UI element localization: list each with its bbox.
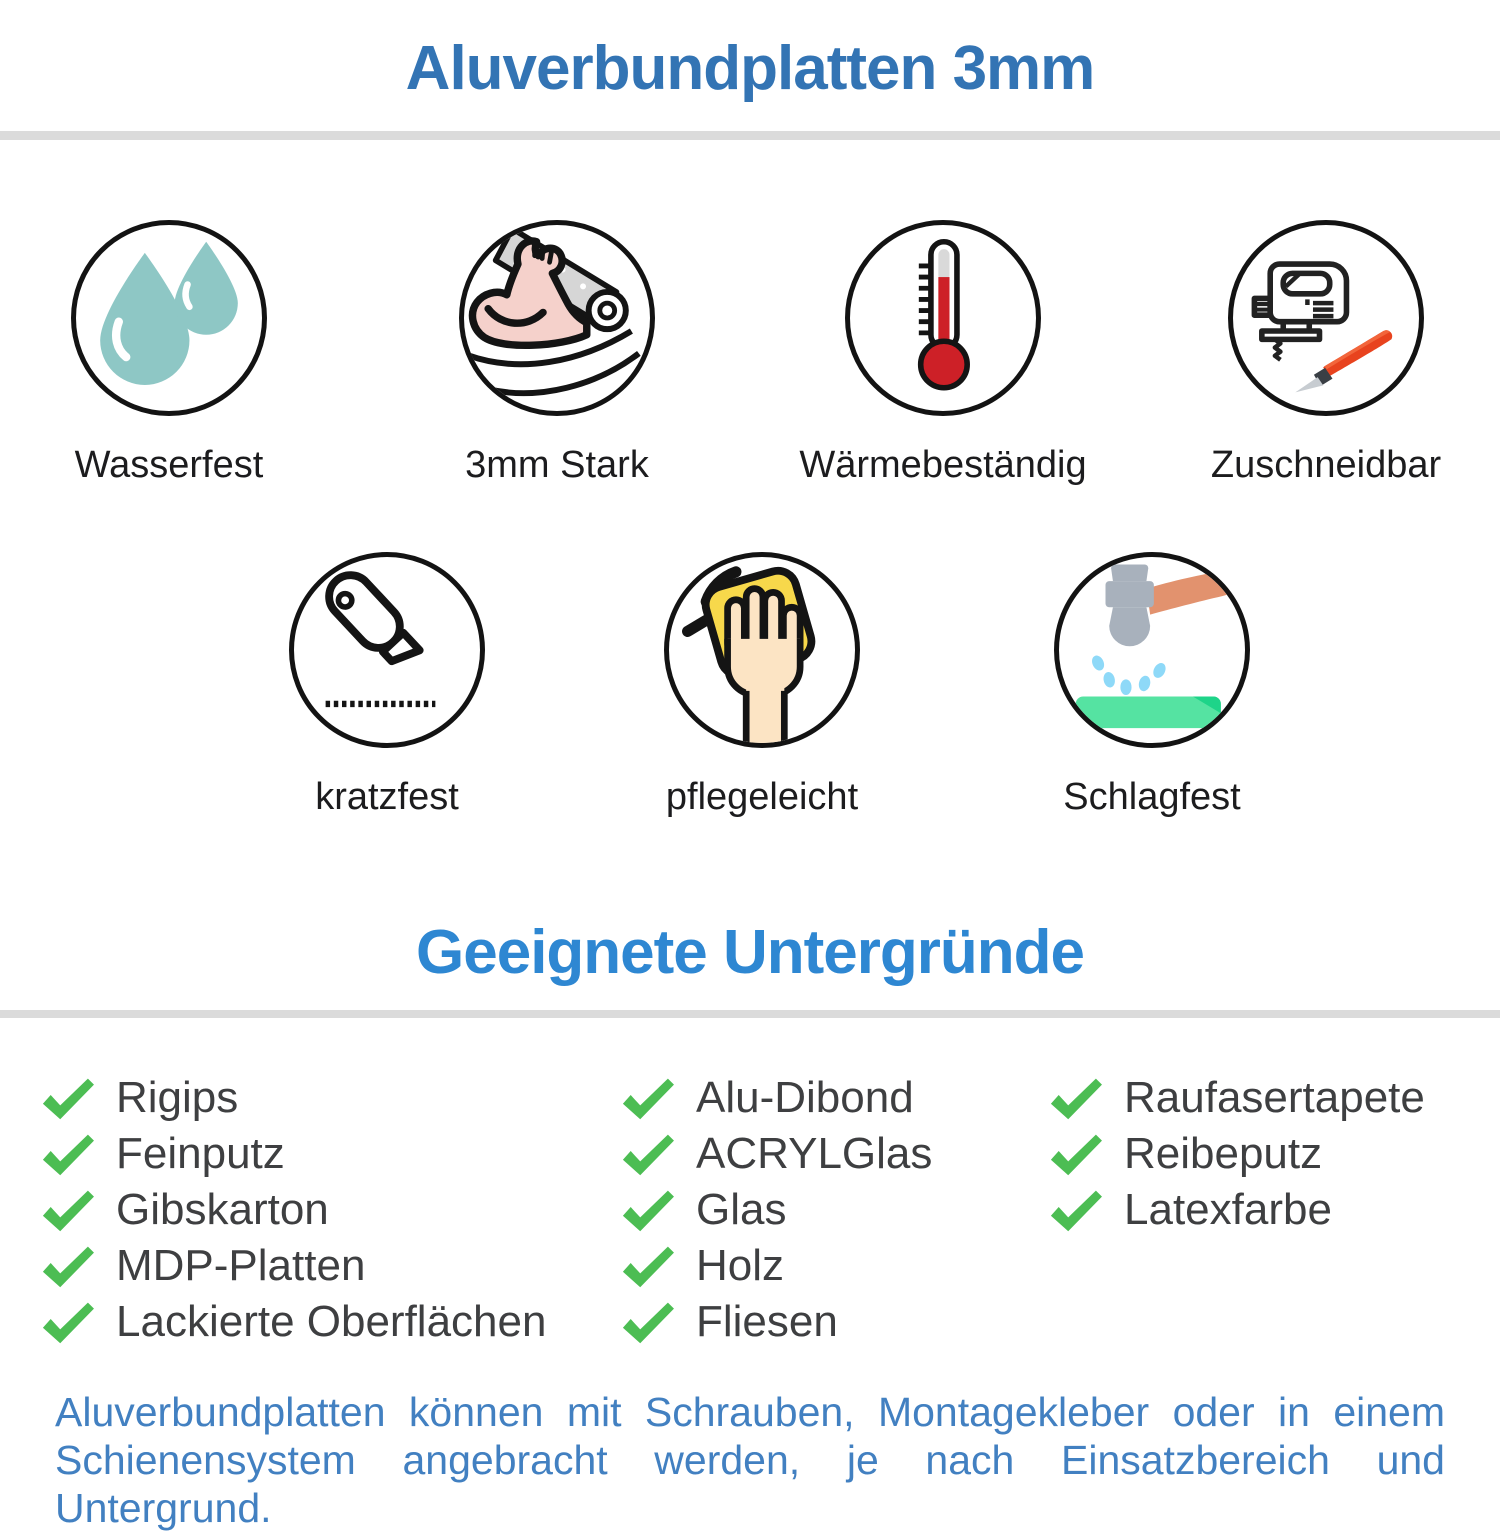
utility-knife-icon	[289, 552, 485, 748]
page-title: Aluverbundplatten 3mm	[405, 34, 1095, 103]
feature-label: Wärmebeständig	[799, 444, 1087, 486]
feature-label: pflegeleicht	[665, 776, 859, 818]
substrate-label: Reibeputz	[1124, 1129, 1323, 1178]
mounting-note	[55, 1388, 1445, 1532]
checkmark-icon	[620, 1244, 676, 1289]
mounting-note-line1: Aluverbundplatten können mit Schrauben, Montagekleber oder in einem	[55, 1389, 1445, 1435]
substrate-item	[620, 1238, 932, 1294]
substrate-label: Raufasertapete	[1124, 1073, 1425, 1122]
feature-kratzfest	[227, 552, 547, 819]
substrate-label: ACRYLGlas	[696, 1129, 933, 1178]
substrate-label: Rigips	[116, 1073, 239, 1122]
feature-label: Wasserfest	[74, 444, 264, 486]
jigsaw-cutter-icon	[1228, 220, 1424, 416]
substrate-item	[40, 1294, 546, 1350]
checkmark-icon	[620, 1132, 676, 1177]
substrate-item	[40, 1238, 546, 1294]
water-drops-icon	[71, 220, 267, 416]
substrate-item	[40, 1182, 546, 1238]
substrate-item	[620, 1182, 932, 1238]
muscle-arm-icon	[459, 220, 655, 416]
substrate-item	[620, 1070, 932, 1126]
substrate-label: Fliesen	[696, 1297, 838, 1346]
checkmark-icon	[620, 1188, 676, 1233]
feature-label: kratzfest	[315, 776, 459, 818]
substrate-item	[620, 1126, 932, 1182]
divider-top	[0, 131, 1500, 140]
substrate-item	[40, 1070, 546, 1126]
feature-3mm-stark	[397, 220, 717, 487]
substrate-label: MDP-Platten	[116, 1241, 366, 1290]
substrates-column-1	[40, 1070, 546, 1350]
substrates-column-3	[1048, 1070, 1425, 1238]
checkmark-icon	[40, 1132, 96, 1177]
feature-waermebestaendig	[783, 220, 1103, 487]
cleaning-hand-icon	[664, 552, 860, 748]
feature-label: Schlagfest	[1063, 776, 1241, 818]
hammer-impact-icon	[1054, 552, 1250, 748]
checkmark-icon	[620, 1300, 676, 1345]
substrate-label: Glas	[696, 1185, 787, 1234]
checkmark-icon	[1048, 1188, 1104, 1233]
checkmark-icon	[40, 1076, 96, 1121]
substrate-label: Alu-Dibond	[696, 1073, 914, 1122]
checkmark-icon	[40, 1244, 96, 1289]
feature-label: 3mm Stark	[465, 444, 649, 486]
checkmark-icon	[1048, 1076, 1104, 1121]
substrate-label: Feinputz	[116, 1129, 285, 1178]
divider-bottom	[0, 1010, 1500, 1018]
substrate-item	[40, 1126, 546, 1182]
substrate-item	[620, 1294, 932, 1350]
checkmark-icon	[1048, 1132, 1104, 1177]
substrates-column-2	[620, 1070, 932, 1350]
checkmark-icon	[620, 1076, 676, 1121]
substrate-label: Latexfarbe	[1124, 1185, 1332, 1234]
checkmark-icon	[40, 1300, 96, 1345]
feature-pflegeleicht	[602, 552, 922, 819]
feature-zuschneidbar	[1166, 220, 1486, 487]
substrate-item	[1048, 1182, 1425, 1238]
mounting-note-line2: Schienensystem angebracht werden, je nach Einsatzbereich und Untergrund.	[55, 1437, 1445, 1531]
substrate-item	[1048, 1070, 1425, 1126]
substrate-label: Lackierte Oberflächen	[116, 1297, 547, 1346]
substrate-item	[1048, 1126, 1425, 1182]
checkmark-icon	[40, 1188, 96, 1233]
feature-label: Zuschneidbar	[1210, 444, 1442, 486]
thermometer-icon	[845, 220, 1041, 416]
feature-schlagfest	[992, 552, 1312, 819]
substrate-label: Gibskarton	[116, 1185, 329, 1234]
section-title-untergruende: Geeignete Untergründe	[416, 918, 1084, 987]
substrate-label: Holz	[696, 1241, 785, 1290]
feature-wasserfest	[9, 220, 329, 487]
